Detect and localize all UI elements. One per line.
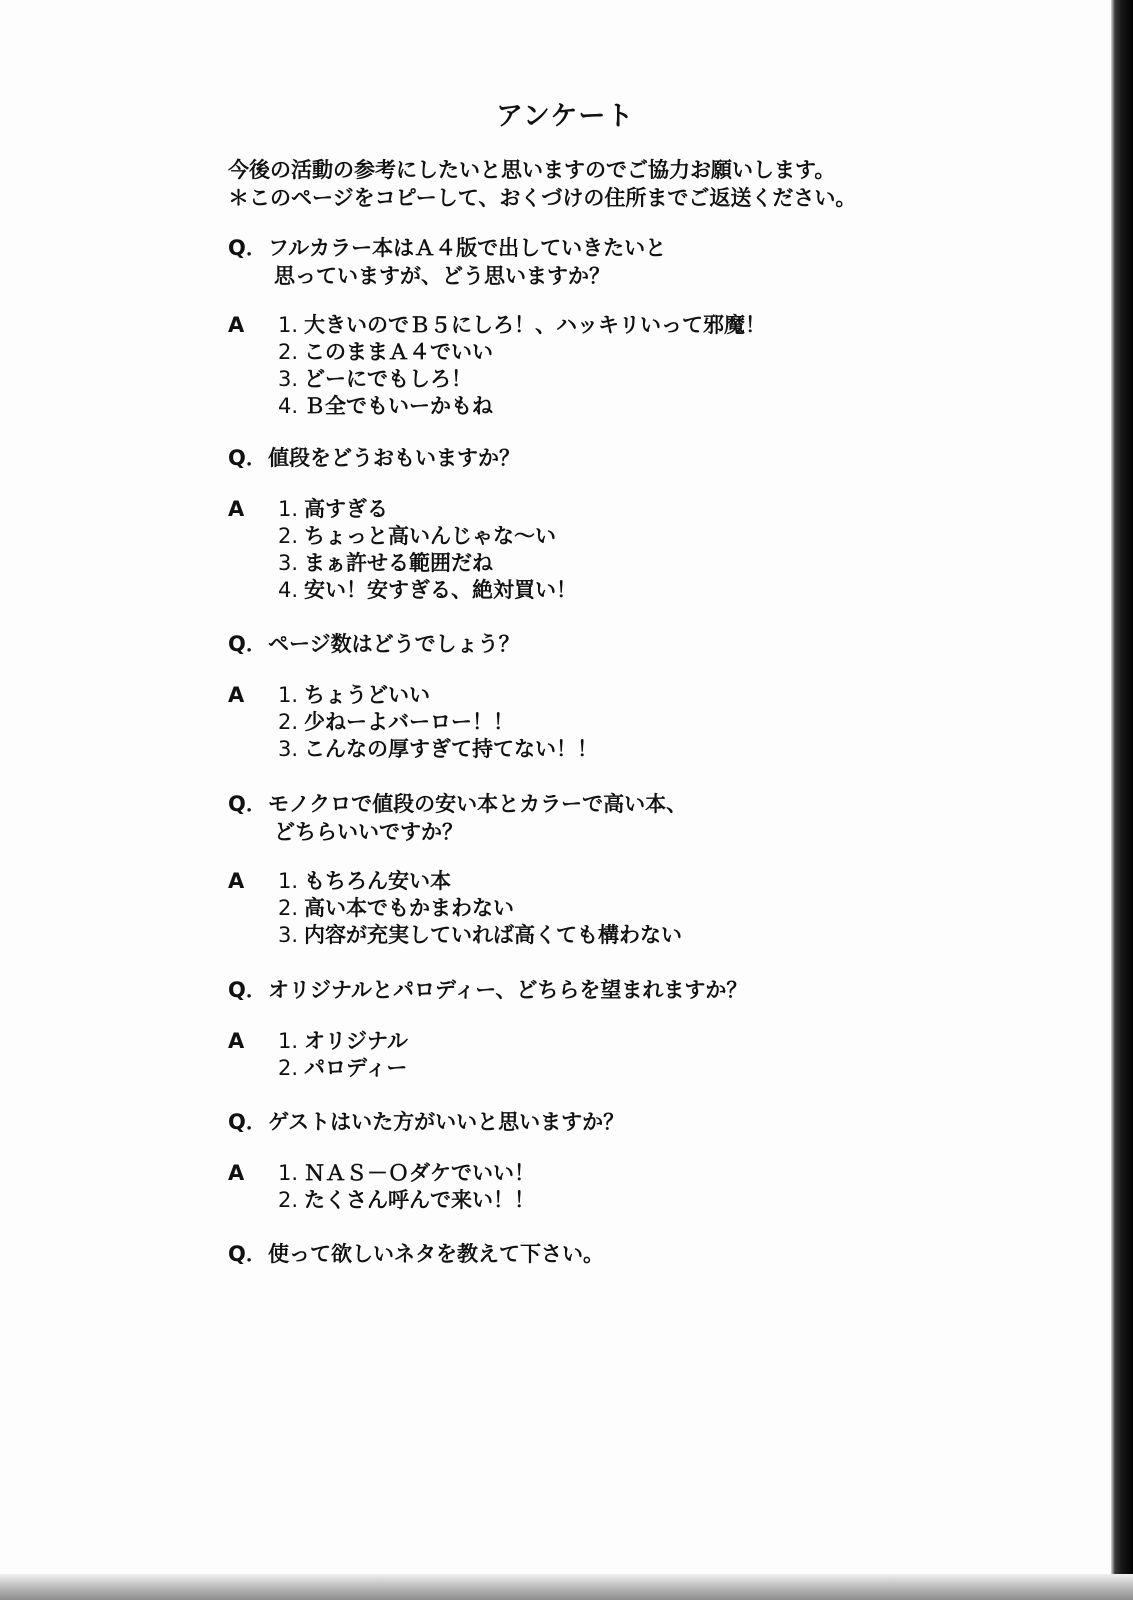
answers-2 [228, 496, 577, 604]
intro-line: 今後の活動の参考にしたいと思いますのでご協力お願いします。 [228, 158, 836, 182]
answer-option: 1. 高すぎる [278, 497, 388, 521]
scan-edge-right [1111, 0, 1133, 1600]
question-5 [228, 976, 747, 1004]
question-text: 思っていますが、どう思いますか？ [274, 264, 610, 288]
question-text: フルカラー本はＡ４版で出していきたいと [268, 236, 667, 260]
answer-option: 3. 内容が充実していれば高くても構わない [278, 923, 682, 947]
answer-option: 4. Ｂ全でもいーかもね [278, 394, 493, 418]
intro-text [228, 156, 856, 212]
intro-line: ＊このページをコピーして、おくづけの住所までご返送ください。 [228, 186, 857, 210]
answer-label: A [228, 869, 245, 893]
question-label: Q． [228, 446, 267, 470]
question-label: Q． [228, 978, 267, 1002]
page-title: アンケート [496, 101, 635, 132]
answer-option: 1. オリジナル [278, 1029, 408, 1053]
answer-option: 4. 安い！安すぎる、絶対買い！ [278, 578, 577, 602]
answer-option: 2. 少ねーよバーロー！！ [278, 710, 514, 734]
question-text: オリジナルとパロディー、どちらを望まれますか？ [268, 978, 748, 1002]
question-text: 使って欲しいネタを教えて下さい。 [268, 1242, 604, 1266]
question-text: ゲストはいた方がいいと思いますか？ [268, 1110, 625, 1134]
answer-option: 2. ちょっと高いんじゃな〜い [278, 524, 556, 548]
answer-option: 1. もちろん安い本 [278, 869, 451, 893]
answer-label: A [228, 313, 245, 337]
answer-option: 1. 大きいのでＢ５にしろ！、ハッキリいって邪魔！ [278, 313, 766, 337]
answer-option: 2. 高い本でもかまわない [278, 896, 514, 920]
question-text: ページ数はどうでしょう？ [268, 632, 520, 656]
answer-label: A [228, 683, 245, 707]
answer-option: 3. どーにでもしろ！ [278, 367, 472, 391]
question-3 [228, 630, 520, 658]
answer-label: A [228, 1029, 245, 1053]
question-label: Q． [228, 1110, 267, 1134]
question-1 [228, 234, 666, 290]
answers-1 [228, 312, 766, 420]
question-4 [228, 790, 687, 846]
answer-option: 1. ＮＡＳ－Ｏダケでいい！ [278, 1161, 535, 1185]
question-text: モノクロで値段の安い本とカラーで高い本、 [268, 792, 688, 816]
question-text: 値段をどうおもいますか？ [268, 446, 520, 470]
question-2 [228, 444, 520, 472]
answer-option: 3. こんなの厚すぎて持てない！！ [278, 737, 598, 761]
scan-edge-bottom [0, 1574, 1133, 1600]
answers-4 [228, 868, 682, 949]
answer-option: 2. このままＡ４でいい [278, 340, 493, 364]
answer-option: 2. パロディー [278, 1056, 408, 1080]
question-label: Q． [228, 632, 267, 656]
answers-3 [228, 682, 598, 763]
answer-option: 1. ちょうどいい [278, 683, 430, 707]
answers-5 [228, 1028, 408, 1082]
question-label: Q． [228, 236, 267, 260]
answer-label: A [228, 1161, 245, 1185]
answer-option: 2. たくさん呼んで来い！！ [278, 1188, 535, 1212]
answer-option: 3. まぁ許せる範囲だね [278, 551, 493, 575]
answer-label: A [228, 497, 245, 521]
answers-6 [228, 1160, 535, 1214]
question-text: どちらいいですか？ [274, 820, 463, 844]
question-label: Q． [228, 1242, 267, 1266]
question-label: Q． [228, 792, 267, 816]
question-6 [228, 1108, 624, 1136]
question-7 [228, 1240, 604, 1268]
